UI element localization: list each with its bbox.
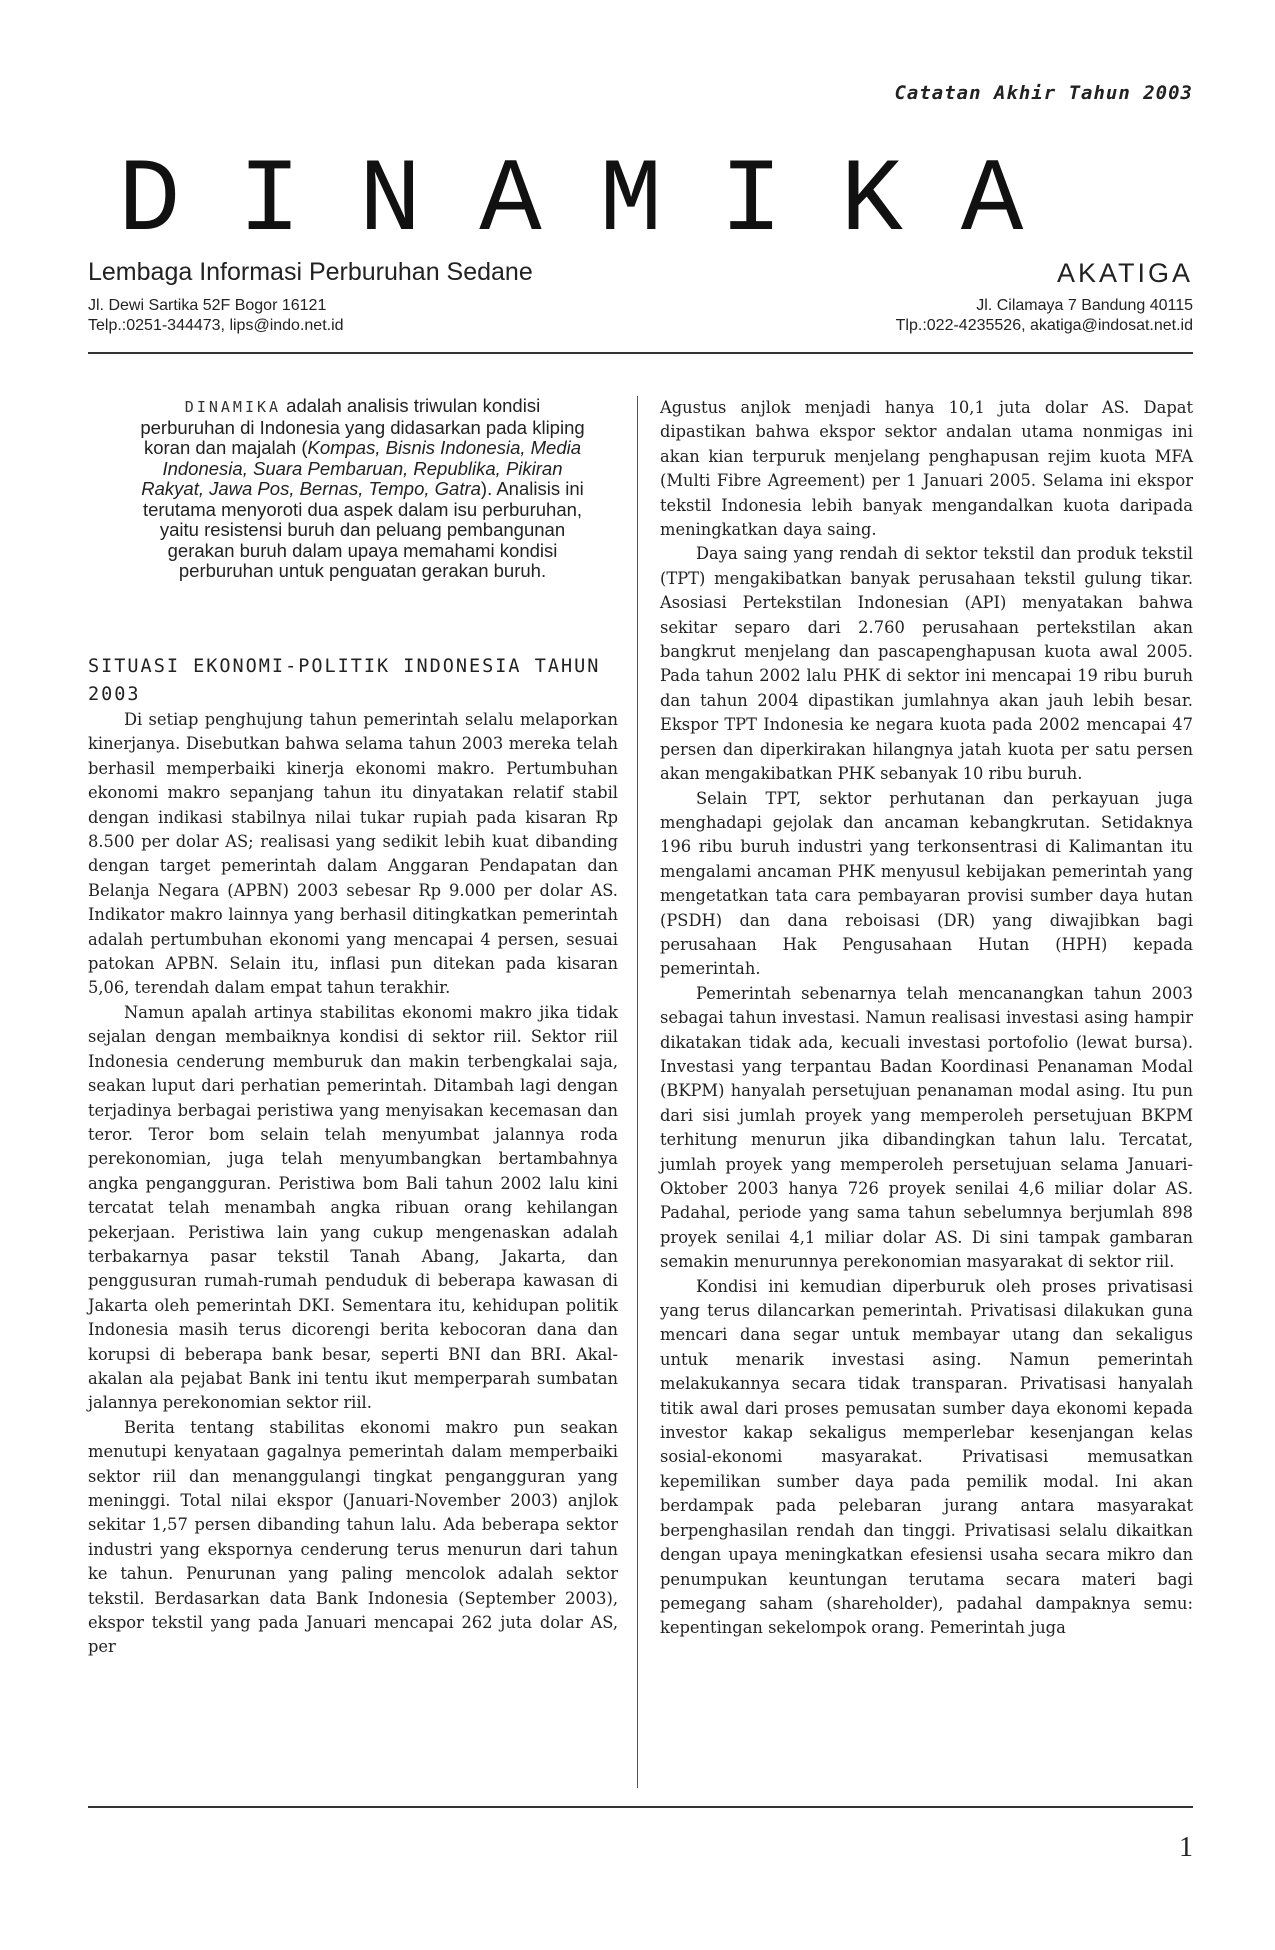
org-left-address: Jl. Dewi Sartika 52F Bogor 16121 (88, 297, 327, 314)
org-left-name: Lembaga Informasi Perburuhan Sedane (88, 258, 533, 286)
footer-divider (88, 1806, 1193, 1808)
page-number: 1 (1179, 1832, 1193, 1863)
column-divider (637, 396, 638, 1788)
org-right-address: Jl. Cilamaya 7 Bandung 40115 (976, 297, 1193, 314)
body-paragraph: Di setiap penghujung tahun pemerintah selalu melaporkan kinerjanya. Disebutkan bahwa selama tahun 2003 mereka telah berhasil memperbaiki kinerja ekonomi makro. Pertumbuhan ekonomi makro sepanjang tahun itu dinyatakan relatif stabil dengan indikasi stabilnya nilai tukar rupiah pada kisaran Rp 8.500 per dolar AS; realisasi yang sedikit lebih kuat dibanding dengan target pemerintah dalam Anggaran Pendapatan dan Belanja Negara (APBN) 2003 sebesar Rp 9.000 per dolar AS. Indikator makro lainnya yang berhasil ditingkatkan pemerintah adalah pertumbuhan ekonomi yang mencapai 4 persen, sesuai patokan APBN. Selain itu, inflasi pun ditekan pada kisaran 5,06, terendah dalam empat tahun terakhir. (88, 710, 618, 998)
org-left-contact-block (88, 296, 344, 336)
org-right-contact: Tlp.:022-4235526, akatiga@indosat.net.id (895, 317, 1193, 334)
masthead-title: DINAMIKA (118, 143, 1082, 261)
intro-text-a: adalah analisis triwulan kondisi perburuhan di Indonesia yang didasarkan pada kliping koran dan majalah ( (140, 395, 585, 458)
intro-sources: Kompas, Bisnis Indonesia, Media Indonesia, Suara Pembaruan, Republika, Pikiran Rakyat, Jawa Pos, Bernas, Tempo, Gatra (141, 437, 582, 499)
series-title: Catatan Akhir Tahun 2003 (894, 82, 1193, 104)
intro-abstract (135, 396, 590, 582)
header-divider (88, 352, 1193, 354)
body-paragraph: Agustus anjlok menjadi hanya 10,1 juta dolar AS. Dapat dipastikan bahwa ekspor sektor andalan utama nonmigas ini akan kian terpuruk menjelang penghapusan rejim kuota MFA (Multi Fibre Agreement) per 1 Januari 2005. Selama ini ekspor tekstil Indonesia lebih banyak mengandalkan kuota daripada meningkatkan daya saing. (660, 398, 1193, 540)
intro-text-b: ). Analisis ini terutama menyoroti dua aspek dalam isu perburuhan, yaitu resistensi buruh dan peluang pembangunan gerakan buruh dalam upaya memahami kondisi perburuhan untuk penguatan gerakan buruh. (142, 478, 584, 581)
body-paragraph: Kondisi ini kemudian diperburuk oleh proses privatisasi yang terus dilancarkan pemerintah. Privatisasi dilakukan guna mencari dana segar untuk membayar utang dan sekaligus untuk menarik investasi asing. Namun pemerintah melakukannya secara tidak transparan. Privatisasi hanyalah titik awal dari proses pemusatan sumber daya ekonomi kepada investor kakap sekaligus memperlebar kesenjangan kelas sosial-ekonomi masyarakat. Privatisasi memusatkan kepemilikan sumber daya pada pemilik modal. Ini akan berdampak pada pelebaran jurang antara masyarakat berpenghasilan rendah dan tinggi. Privatisasi selalu dikaitkan dengan upaya meningkatkan efesiensi usaha secara mikro dan penumpukan keuntungan terutama secara materi bagi pemegang saham (shareholder), padahal dampaknya semu: kepentingan sekelompok orang. Pemerintah juga (660, 1276, 1193, 1638)
right-column (660, 396, 1193, 1641)
body-paragraph: Daya saing yang rendah di sektor tekstil dan produk tekstil (TPT) mengakibatkan banyak perusahaan tekstil gulung tikar. Asosiasi Pertekstilan Indonesian (API) menyatakan bahwa sekitar separo dari 2.760 perusahaan pertekstilan akan bangkrut menjelang dan pascapenghapusan kuota awal 2005. Pada tahun 2002 lalu PHK di sektor ini mencapai 19 ribu buruh dan tahun 2004 dipastikan jumlahnya akan jauh lebih besar. Ekspor TPT Indonesia ke negara kuota pada 2002 mencapai 47 persen dan diperkirakan hilangnya jatah kuota per satu persen akan mengakibatkan PHK sebanyak 10 ribu buruh. (660, 544, 1193, 784)
org-right-name: AKATIGA (1056, 258, 1193, 288)
org-left-contact: Telp.:0251-344473, lips@indo.net.id (88, 317, 344, 334)
org-right-contact-block (896, 296, 1193, 336)
body-paragraph: Selain TPT, sektor perhutanan dan perkayuan juga menghadapi gejolak dan ancaman kebangkrutan. Setidaknya 196 ribu buruh industri yang terkonsentrasi di Kalimantan itu mengalami ancaman PHK menyusul kebijakan pemerintah yang mengetatkan tata cara pembayaran provisi sumber daya hutan (PSDH) dan dana reboisasi (DR) yang diwajibkan bagi perusahaan Hak Pengusahaan Hutan (HPH) kepada pemerintah. (660, 788, 1193, 979)
section-heading: SITUASI EKONOMI-POLITIK INDONESIA TAHUN 2003 (88, 656, 601, 705)
left-column (88, 708, 618, 1660)
intro-brand: DINAMIKA (184, 398, 282, 416)
body-paragraph: Pemerintah sebenarnya telah mencanangkan tahun 2003 sebagai tahun investasi. Namun realisasi investasi asing hampir dikatakan tidak ada, kecuali investasi portofolio (lewat bursa). Investasi yang terpantau Badan Koordinasi Penanaman Modal (BKPM) hanyalah persetujuan penanaman modal asing. Itu pun dari sisi jumlah proyek yang memperoleh persetujuan BKPM terhitung menurun jika dibandingkan tahun lalu. Tercatat, jumlah proyek yang memperoleh persetujuan selama Januari-Oktober 2003 hanya 726 proyek senilai 4,6 miliar dolar AS. Padahal, periode yang sama tahun sebelumnya berjumlah 898 proyek senilai 4,1 miliar dolar AS. Di sini tampak gambaran semakin menurunnya perekonomian masyarakat di sektor riil. (660, 983, 1193, 1272)
body-paragraph: Berita tentang stabilitas ekonomi makro pun seakan menutupi kenyataan gagalnya pemerintah dalam memperbaiki sektor riil dan menanggulangi tingkat pengangguran yang meninggi. Total nilai ekspor (Januari-November 2003) anjlok sekitar 1,57 persen dibanding tahun lalu. Ada beberapa sektor industri yang ekspornya cenderung terus menurun dari tahun ke tahun. Penurunan yang paling mencolok adalah sektor tekstil. Berdasarkan data Bank Indonesia (September 2003), ekspor tekstil yang pada Januari mencapai 262 juta dolar AS, per (88, 1417, 618, 1657)
body-paragraph: Namun apalah artinya stabilitas ekonomi makro jika tidak sejalan dengan membaiknya kondisi di sektor riil. Sektor riil Indonesia cenderung memburuk dan makin terbengkalai saja, seakan luput dari perhatian pemerintah. Ditambah lagi dengan terjadinya berbagai peristiwa yang menyisakan kecemasan dan teror. Teror bom selain telah menyumbat jalannya roda perekonomian, juga telah menyumbangkan bertambahnya angka pengangguran. Peristiwa bom Bali tahun 2002 lalu kini tercatat telah menambah angka ribuan orang kehilangan pekerjaan. Peristiwa lain yang cukup mengenaskan adalah terbakarnya pasar tekstil Tanah Abang, Jakarta, dan penggusuran rumah-rumah penduduk di beberapa kawasan di Jakarta oleh pemerintah DKI. Sementara itu, kehidupan politik Indonesia masih terus dicorengi berita kebocoran dana dan korupsi di beberapa bank besar, seperti BNI dan BRI. Akal-akalan ala pejabat Bank ini tentu ikut memperparah sumbatan jalannya perekonomian sektor riil. (88, 1002, 618, 1413)
